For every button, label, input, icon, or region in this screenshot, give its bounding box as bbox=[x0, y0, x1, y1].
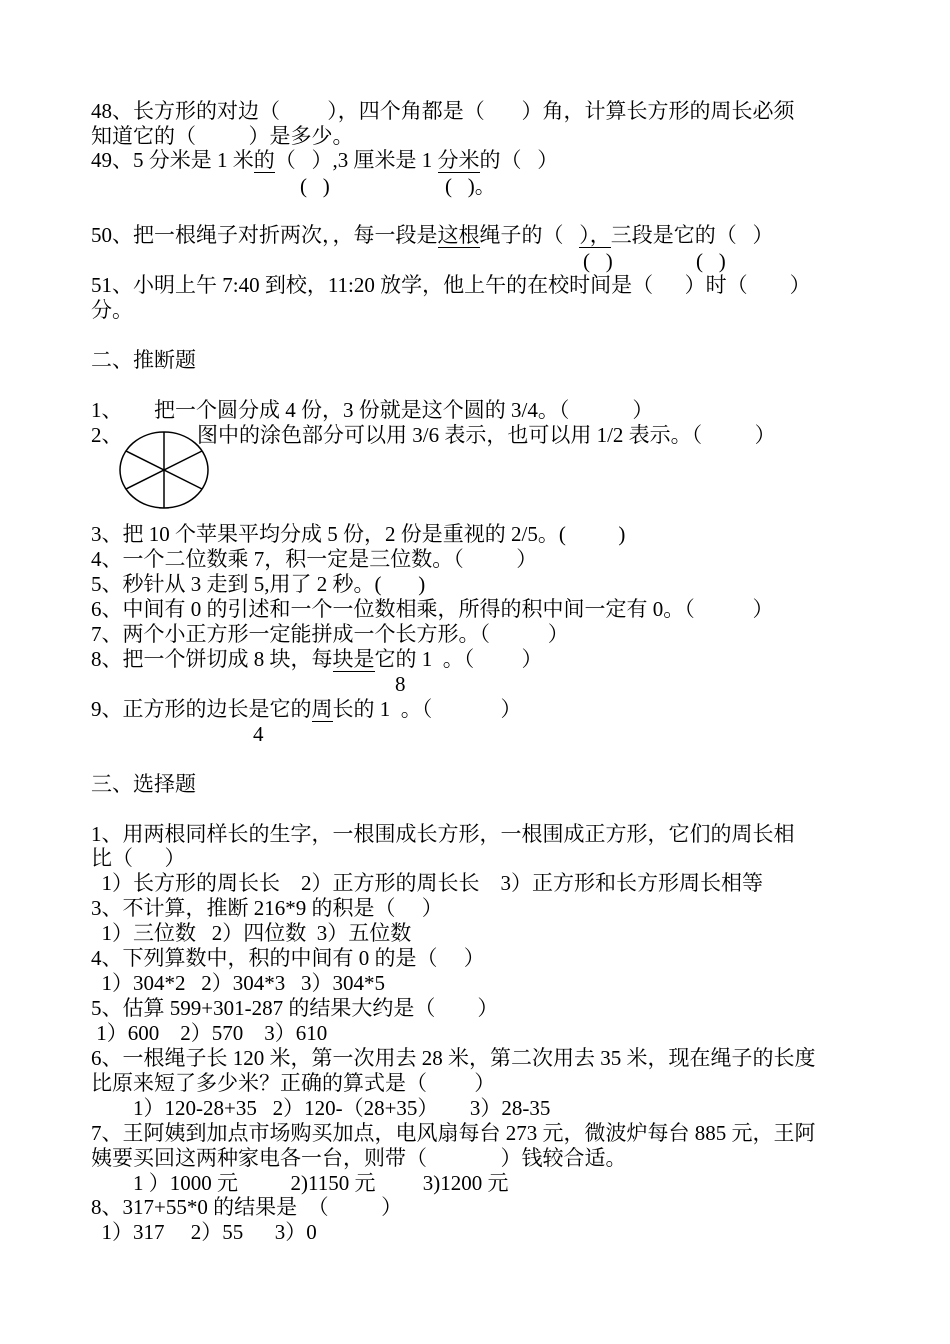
judge-question-3: 3、把 10 个苹果平均分成 5 份，2 份是重视的 2/5。( ) bbox=[91, 522, 626, 546]
q49-part-a: 49、5 分米是 1 米 bbox=[91, 148, 254, 172]
choice-question-8-options: 1）317 2）55 3）0 bbox=[91, 1220, 317, 1244]
judge-question-9 bbox=[91, 697, 522, 722]
q50-part-e: 三段是它的（ ） bbox=[610, 223, 774, 247]
judge-question-8 bbox=[91, 647, 543, 672]
choice-question-1-line1: 1、用两根同样长的生字，一根围成长方形，一根围成正方形，它们的周长相 bbox=[91, 822, 795, 846]
question-50 bbox=[91, 223, 774, 248]
jq8-part-c: 它的 1 。（ ） bbox=[374, 647, 543, 671]
choice-question-7-line2: 姨要买回这两种家电各一台，则带（ ）钱较合适。 bbox=[91, 1146, 627, 1170]
judge-question-2-number: 2、 bbox=[91, 423, 123, 447]
choice-question-7-options: 1 ）1000 元 2)1150 元 3)1200 元 bbox=[91, 1171, 509, 1195]
choice-question-1-line2: 比（ ） bbox=[91, 846, 186, 870]
q50-part-d: ）， bbox=[579, 223, 611, 247]
judge-question-6: 6、中间有 0 的引述和一个一位数相乘，所得的积中间一定有 0。（ ） bbox=[91, 597, 774, 621]
jq9-part-c: 长的 1 。（ ） bbox=[332, 697, 522, 721]
jq8-part-a: 8、把一个饼切成 8 块，每 bbox=[91, 647, 333, 671]
jq9-part-a: 9、正方形的边长是它的 bbox=[91, 697, 312, 721]
choice-question-3-options: 1）三位数 2）四位数 3）五位数 bbox=[91, 921, 412, 945]
question-51-line2: 分。 bbox=[91, 298, 133, 322]
divided-circle-figure bbox=[118, 430, 210, 510]
jq8-denominator: 8 bbox=[395, 672, 406, 696]
choice-question-6-options: 1）120-28+35 2）120-（28+35） 3）28-35 bbox=[91, 1096, 551, 1120]
choice-question-3: 3、不计算，推断 216*9 的积是（ ） bbox=[91, 896, 443, 920]
choice-question-7-line1: 7、王阿姨到加点市场购买加点，电风扇每台 273 元，微波炉每台 885 元，王阿 bbox=[91, 1121, 816, 1145]
q49-part-b: 的 bbox=[253, 148, 275, 172]
question-49 bbox=[91, 148, 558, 173]
q50-part-b: 这根 bbox=[437, 223, 480, 247]
q49-part-d: 分米 bbox=[437, 148, 480, 172]
judge-question-2-text: 图中的涂色部分可以用 3/6 表示，也可以用 1/2 表示。（ ） bbox=[197, 423, 776, 447]
question-48-line2: 知道它的（ ）是多少。 bbox=[91, 124, 354, 148]
section-heading-choice: 三、选择题 bbox=[91, 772, 196, 796]
choice-question-6-line2: 比原来短了多少米？正确的算式是（ ） bbox=[91, 1071, 496, 1095]
question-48-line1: 48、长方形的对边（ ），四个角都是（ ）角，计算长方形的周长必须 bbox=[91, 99, 795, 123]
choice-question-6-line1: 6、一根绳子长 120 米，第一次用去 28 米，第二次用去 35 米，现在绳子的长度 bbox=[91, 1046, 816, 1070]
choice-question-8: 8、317+55*0 的结果是 （ ） bbox=[91, 1195, 403, 1219]
q49-denominator-1: ( ) bbox=[300, 174, 330, 198]
q50-denominator-2: ( ) bbox=[696, 249, 726, 273]
question-51-line1: 51、小明上午 7:40 到校，11:20 放学，他上午的在校时间是（ ）时（ ） bbox=[91, 273, 811, 297]
q49-part-e: 的（ ） bbox=[479, 148, 559, 172]
choice-question-4-options: 1）304*2 2）304*3 3）304*5 bbox=[91, 971, 385, 995]
jq9-denominator: 4 bbox=[253, 722, 264, 746]
judge-question-1: 1、 把一个圆分成 4 份，3 份就是这个圆的 3/4。（ ） bbox=[91, 398, 654, 422]
choice-question-5: 5、估算 599+301-287 的结果大约是（ ） bbox=[91, 996, 499, 1020]
choice-question-5-options: 1）600 2）570 3）610 bbox=[91, 1021, 328, 1045]
judge-question-4: 4、一个二位数乘 7，积一定是三位数。（ ） bbox=[91, 547, 538, 571]
q50-part-a: 50、把一根绳子对折两次，，每一段是 bbox=[91, 223, 438, 247]
q49-denominator-2: ( )。 bbox=[445, 174, 496, 198]
judge-question-5: 5、秒针从 3 走到 5,用了 2 秒。( ) bbox=[91, 572, 426, 596]
jq9-part-b: 周 bbox=[311, 697, 333, 721]
section-heading-judge: 二、推断题 bbox=[91, 348, 196, 372]
q50-part-c: 绳子的（ bbox=[479, 223, 580, 247]
jq8-part-b: 块是 bbox=[332, 647, 375, 671]
choice-question-1-options: 1）长方形的周长长 2）正方形的周长长 3）正方形和长方形周长相等 bbox=[91, 871, 763, 895]
judge-question-7: 7、两个小正方形一定能拼成一个长方形。（ ） bbox=[91, 622, 569, 646]
choice-question-4: 4、下列算数中，积的中间有 0 的是（ ） bbox=[91, 946, 485, 970]
q50-denominator-1: ( ) bbox=[583, 249, 613, 273]
q49-part-c: （ ）,3 厘米是 1 bbox=[274, 148, 438, 172]
